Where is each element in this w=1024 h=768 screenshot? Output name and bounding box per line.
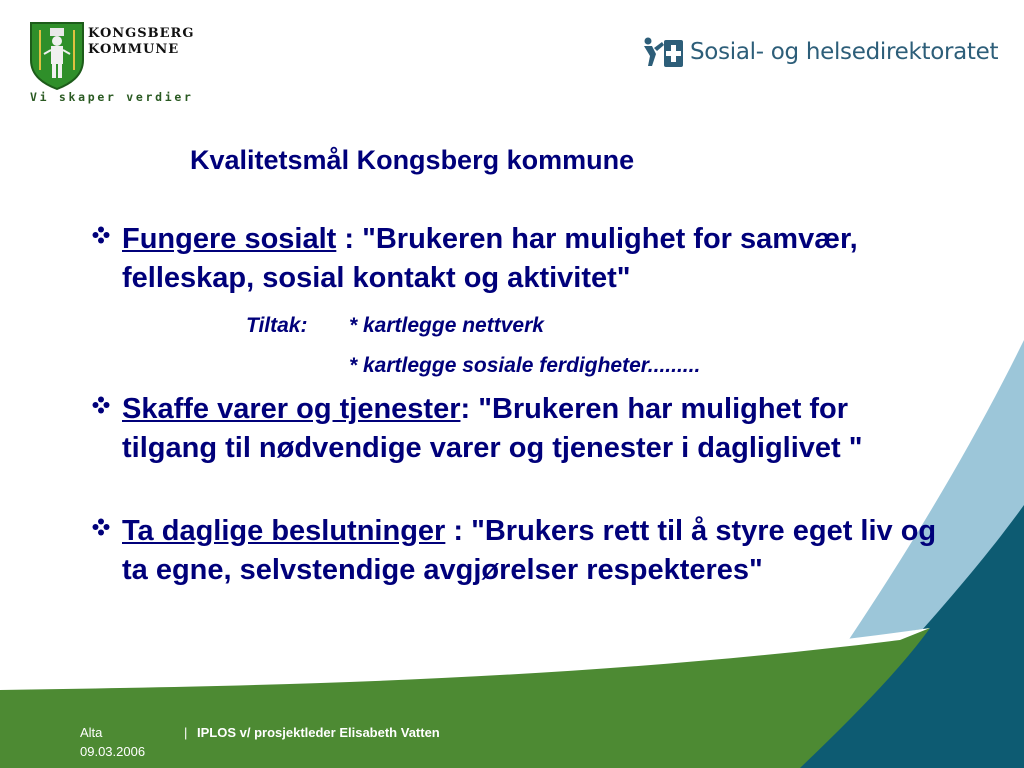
tiltak-item: * kartlegge sosiale ferdigheter.........: [349, 354, 701, 377]
bullet-body: : "Brukeren har mulighet for samvær, felleskap, sosial kontakt og aktivitet": [122, 223, 858, 294]
bullet-fungere-sosialt: [92, 220, 942, 298]
bullet-text: [122, 390, 942, 468]
footer-date: 09.03.2006: [80, 744, 146, 759]
bullet-heading: Fungere sosialt: [122, 223, 337, 255]
bullet-body: : "Brukers rett til å styre eget liv og ta egne, selvstendige avgjørelser respekteres": [122, 515, 937, 586]
directorate-name: Sosial- og helsedirektoratet: [690, 39, 999, 65]
bullet-daglige-beslutninger: [92, 512, 942, 590]
tiltak-label: Tiltak:: [246, 314, 308, 337]
bullet-heading: Ta daglige beslutninger: [122, 515, 446, 547]
bullet-text: [122, 512, 942, 590]
coat-of-arms-icon: [28, 20, 86, 90]
kommune-name: KONGSBERG KOMMUNE: [88, 26, 195, 57]
directorate-logo: [642, 36, 999, 72]
tiltak-item: * kartlegge nettverk: [349, 314, 544, 337]
kongsberg-kommune-logo: [28, 18, 208, 108]
diamond-bullet-icon: [92, 518, 110, 536]
bullet-heading: Skaffe varer og tjenester: [122, 393, 461, 425]
footer-separator: |: [184, 725, 188, 740]
footer-presenter: IPLOS v/ prosjektleder Elisabeth Vatten: [197, 725, 440, 740]
footer-place: Alta: [80, 725, 103, 740]
diamond-bullet-icon: [92, 226, 110, 244]
bullet-text: [122, 220, 942, 298]
slide-title: Kvalitetsmål Kongsberg kommune: [190, 145, 635, 175]
bullet-body: : "Brukeren har mulighet for tilgang til nødvendige varer og tjenester i dagliglivet ": [122, 393, 863, 464]
directorate-mark-icon: [642, 36, 684, 70]
diamond-bullet-icon: [92, 396, 110, 414]
kommune-tagline: Vi skaper verdier: [30, 90, 194, 104]
bullet-skaffe-varer: [92, 390, 942, 468]
